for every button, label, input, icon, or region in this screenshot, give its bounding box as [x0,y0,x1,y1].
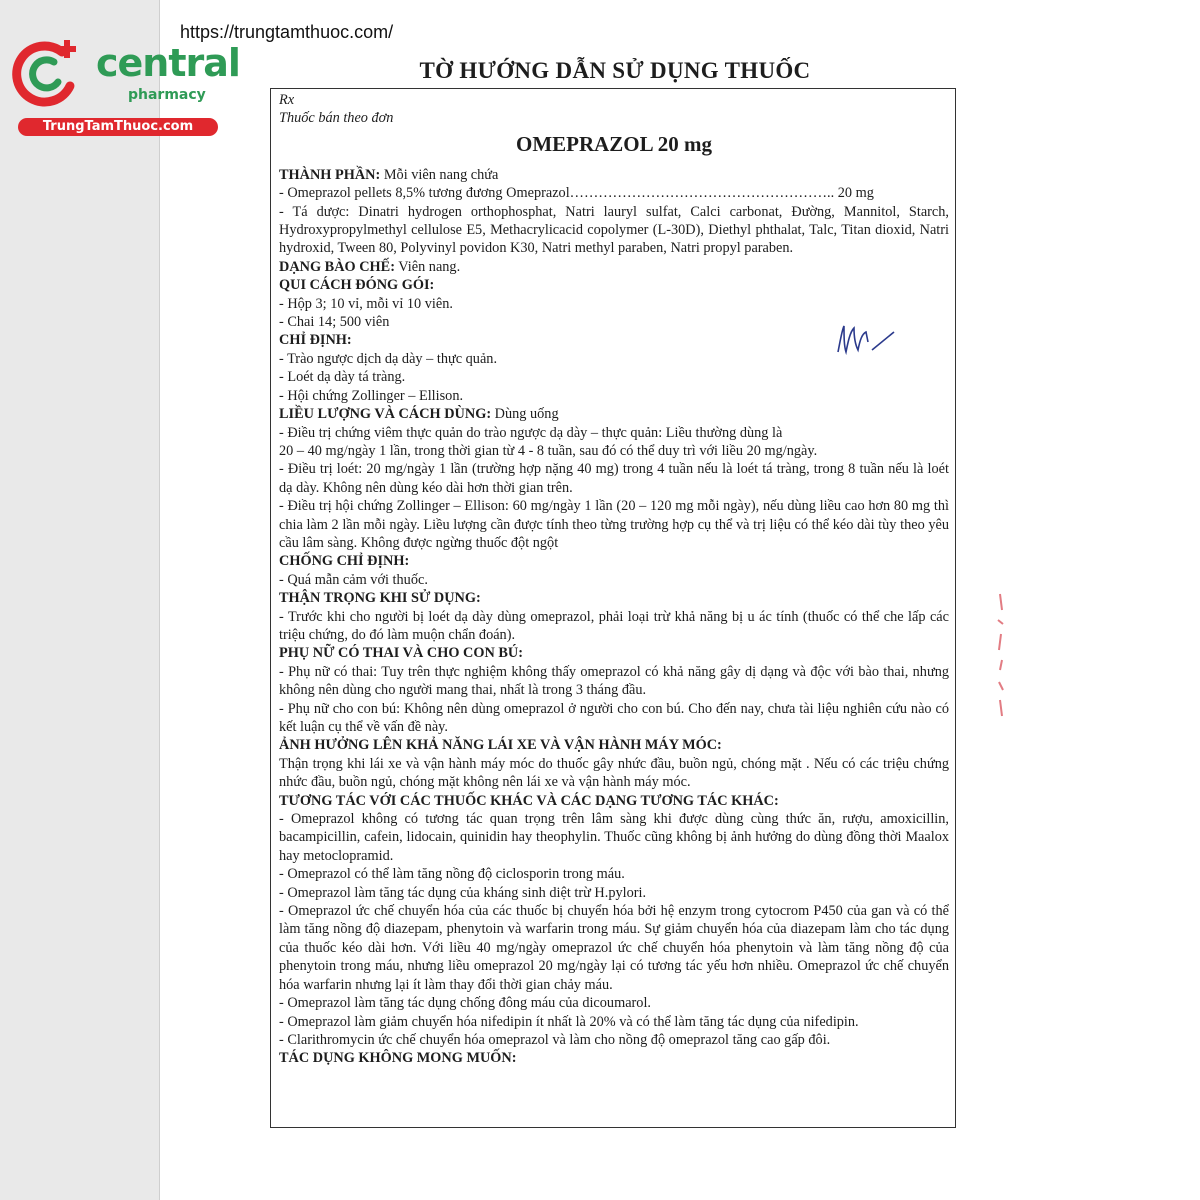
section-line: - Omeprazol pellets 8,5% tương đương Omeprazol……………………………………………….. 20 mg [279,185,874,202]
section-line: - Quá mẫn cảm với thuốc. [279,571,428,588]
section-heading: CHỈ ĐỊNH: [279,332,352,349]
logo-sub-text: pharmacy [128,87,206,103]
section-7 [279,644,949,736]
leaflet-sections [279,166,949,1068]
prescription-note: Thuốc bán theo đơn [279,110,394,127]
section-line: - Điều trị loét: 20 mg/ngày 1 lần (trường hợp nặng 40 mg) trong 4 tuần nếu là loét tá tràng, trong 8 tuần nếu là loét dạ dày. Không nên dùng kéo dài hơn thời gian trên. [279,461,949,496]
section-heading: QUI CÁCH ĐÓNG GÓI: [279,277,435,294]
source-url[interactable]: https://trungtamthuoc.com/ [180,22,394,42]
section-line: - Omeprazol làm tăng tác dụng của kháng sinh diệt trừ H.pylori. [279,884,647,901]
section-inline-text: Viên nang. [394,258,461,275]
leaflet-frame [270,88,956,1128]
section-1 [279,258,949,276]
section-heading: THÀNH PHẦN: [279,166,381,183]
section-line: - Hội chứng Zollinger – Ellison. [279,387,464,404]
section-line: - Omeprazol làm giảm chuyển hóa nifedipin ít nhất là 20% và có thể làm tăng tác dụng của nifedipin. [279,1013,859,1030]
section-8 [279,736,949,791]
section-heading: ẢNH HƯỞNG LÊN KHẢ NĂNG LÁI XE VÀ VẬN HÀNH MÁY MÓC: [279,737,722,754]
section-line: 20 – 40 mg/ngày 1 lần, trong thời gian từ 4 - 8 tuần, sau đó có thể duy trì với liều 20 mg/ngày. [279,442,818,459]
section-heading: LIỀU LƯỢNG VÀ CÁCH DÙNG: [279,406,492,423]
section-heading: PHỤ NỮ CÓ THAI VÀ CHO CON BÚ: [279,645,523,662]
rx-label: Rx [279,92,295,108]
section-inline-text: Mỗi viên nang chứa [380,166,499,183]
section-6 [279,589,949,644]
section-line: - Điều trị chứng viêm thực quản do trào ngược dạ dày – thực quản: Liều thường dùng là [279,424,783,441]
section-line: - Omeprazol không có tương tác quan trọng trên lâm sàng khi được dùng cùng thức ăn, rượu, amoxicillin, bacampicillin, cafein, lidocain, quinidin hay theophylin. Thuốc cũng không bị ảnh hưởng do dùng đồng thời Maalox hay metoclopramid. [279,811,949,864]
section-line: Thận trọng khi lái xe và vận hành máy móc do thuốc gây nhức đầu, buồn ngủ, chóng mặt . Nếu có các triệu chứng nhức đầu, buồn ngủ, chóng mặt không nên lái xe và vận hành máy móc. [279,755,949,791]
section-line: - Omeprazol làm tăng tác dụng chống đông máu của dicoumarol. [279,995,651,1012]
pharmacy-cross-icon [10,36,82,108]
section-line: - Phụ nữ có thai: Tuy trên thực nghiệm không thấy omeprazol có khả năng gây dị dạng và độc với bào thai, nhưng không nên dùng cho người mang thai, nhất là trong 3 tháng đầu. [279,663,949,699]
section-heading: TƯƠNG TÁC VỚI CÁC THUỐC KHÁC VÀ CÁC DẠNG TƯƠNG TÁC KHÁC: [279,792,779,809]
signature-mark [832,312,902,362]
section-inline-text: Dùng uống [491,406,559,423]
section-heading: CHỐNG CHỈ ĐỊNH: [279,553,410,570]
central-pharmacy-logo [10,36,240,136]
product-name: OMEPRAZOL 20 mg [515,131,712,156]
section-line: - Loét dạ dày tá tràng. [279,369,406,386]
section-heading: TÁC DỤNG KHÔNG MONG MUỐN: [279,1050,517,1067]
section-line: - Tá dược: Dinatri hydrogen orthophosphat, Natri lauryl sulfat, Calci carbonat, Đường, Mannitol, Starch, Hydroxypropylmethyl cellulose E5, Methacrylicacid copolymer (L-30D), Diethyl phthalat, Talc, Titan dioxid, Natri hydroxid, Tween 80, Polyvinyl povidon K30, Natri methyl paraben, Natri propyl paraben. [279,203,949,257]
section-heading: DẠNG BÀO CHẾ: [279,258,395,275]
section-line: - Hộp 3; 10 vỉ, mỗi vỉ 10 viên. [279,295,453,312]
section-line: - Trước khi cho người bị loét dạ dày dùng omeprazol, phải loại trừ khả năng bị u ác tính (thuốc có thể che lấp các triệu chứng, do đó làm muộn chẩn đoán). [279,608,949,643]
section-line: - Điều trị hội chứng Zollinger – Ellison: 60 mg/ngày 1 lần (20 – 120 mg mỗi ngày), nếu dùng liều cao hơn 80 mg thì chia làm 2 lần mỗi ngày. Liều lượng cần được tính theo từng trường hợp cụ thể và trị liệu có thể kéo dài tùy theo yêu cầu lâm sàng. Không được ngừng thuốc đột ngột [279,498,949,551]
section-10 [279,1049,949,1067]
logo-site-banner: TrungTamThuoc.com [18,118,218,136]
section-line: - Chai 14; 500 viên [279,314,390,331]
logo-brand-text: central [96,41,240,85]
section-line: - Phụ nữ cho con bú: Không nên dùng omeprazol ở người cho con bú. Cho đến nay, chưa tài liệu nghiên cứu nào có kết luận cụ thể về vấn đề này. [279,700,949,735]
document-title: TỜ HƯỚNG DẪN SỬ DỤNG THUỐC [419,58,811,83]
section-heading: THẬN TRỌNG KHI SỬ DỤNG: [279,590,481,607]
section-line: - Omeprazol có thể làm tăng nồng độ ciclosporin trong máu. [279,866,625,883]
section-line: - Trào ngược dịch dạ dày – thực quản. [279,350,498,367]
section-4 [279,405,949,552]
red-stamp-mark [990,590,1012,720]
section-9 [279,792,949,1050]
section-line: - Clarithromycin ức chế chuyển hóa omeprazol và làm cho nồng độ omeprazol tăng cao gấp đôi. [279,1031,831,1048]
section-line: - Omeprazol ức chế chuyển hóa của các thuốc bị chuyển hóa bởi hệ enzym trong cytocrom P450 của gan và có thể làm tăng nồng độ diazepam, phenytoin và warfarin trong máu. Sự giảm chuyển hóa của diazepam làm cho tác dụng của thuốc kéo dài hơn. Với liều 40 mg/ngày omeprazol ức chế chuyển hóa phenytoin và làm tăng nồng độ của phenytoin trong máu, nhưng liều omeprazol 20 mg/ngày lại có tương tác yếu hơn nhiều. Omeprazol ức chế chuyển hóa warfarin nhưng lại ít làm thay đổi thời gian chảy máu. [279,903,949,993]
section-5 [279,552,949,589]
section-0 [279,166,949,258]
